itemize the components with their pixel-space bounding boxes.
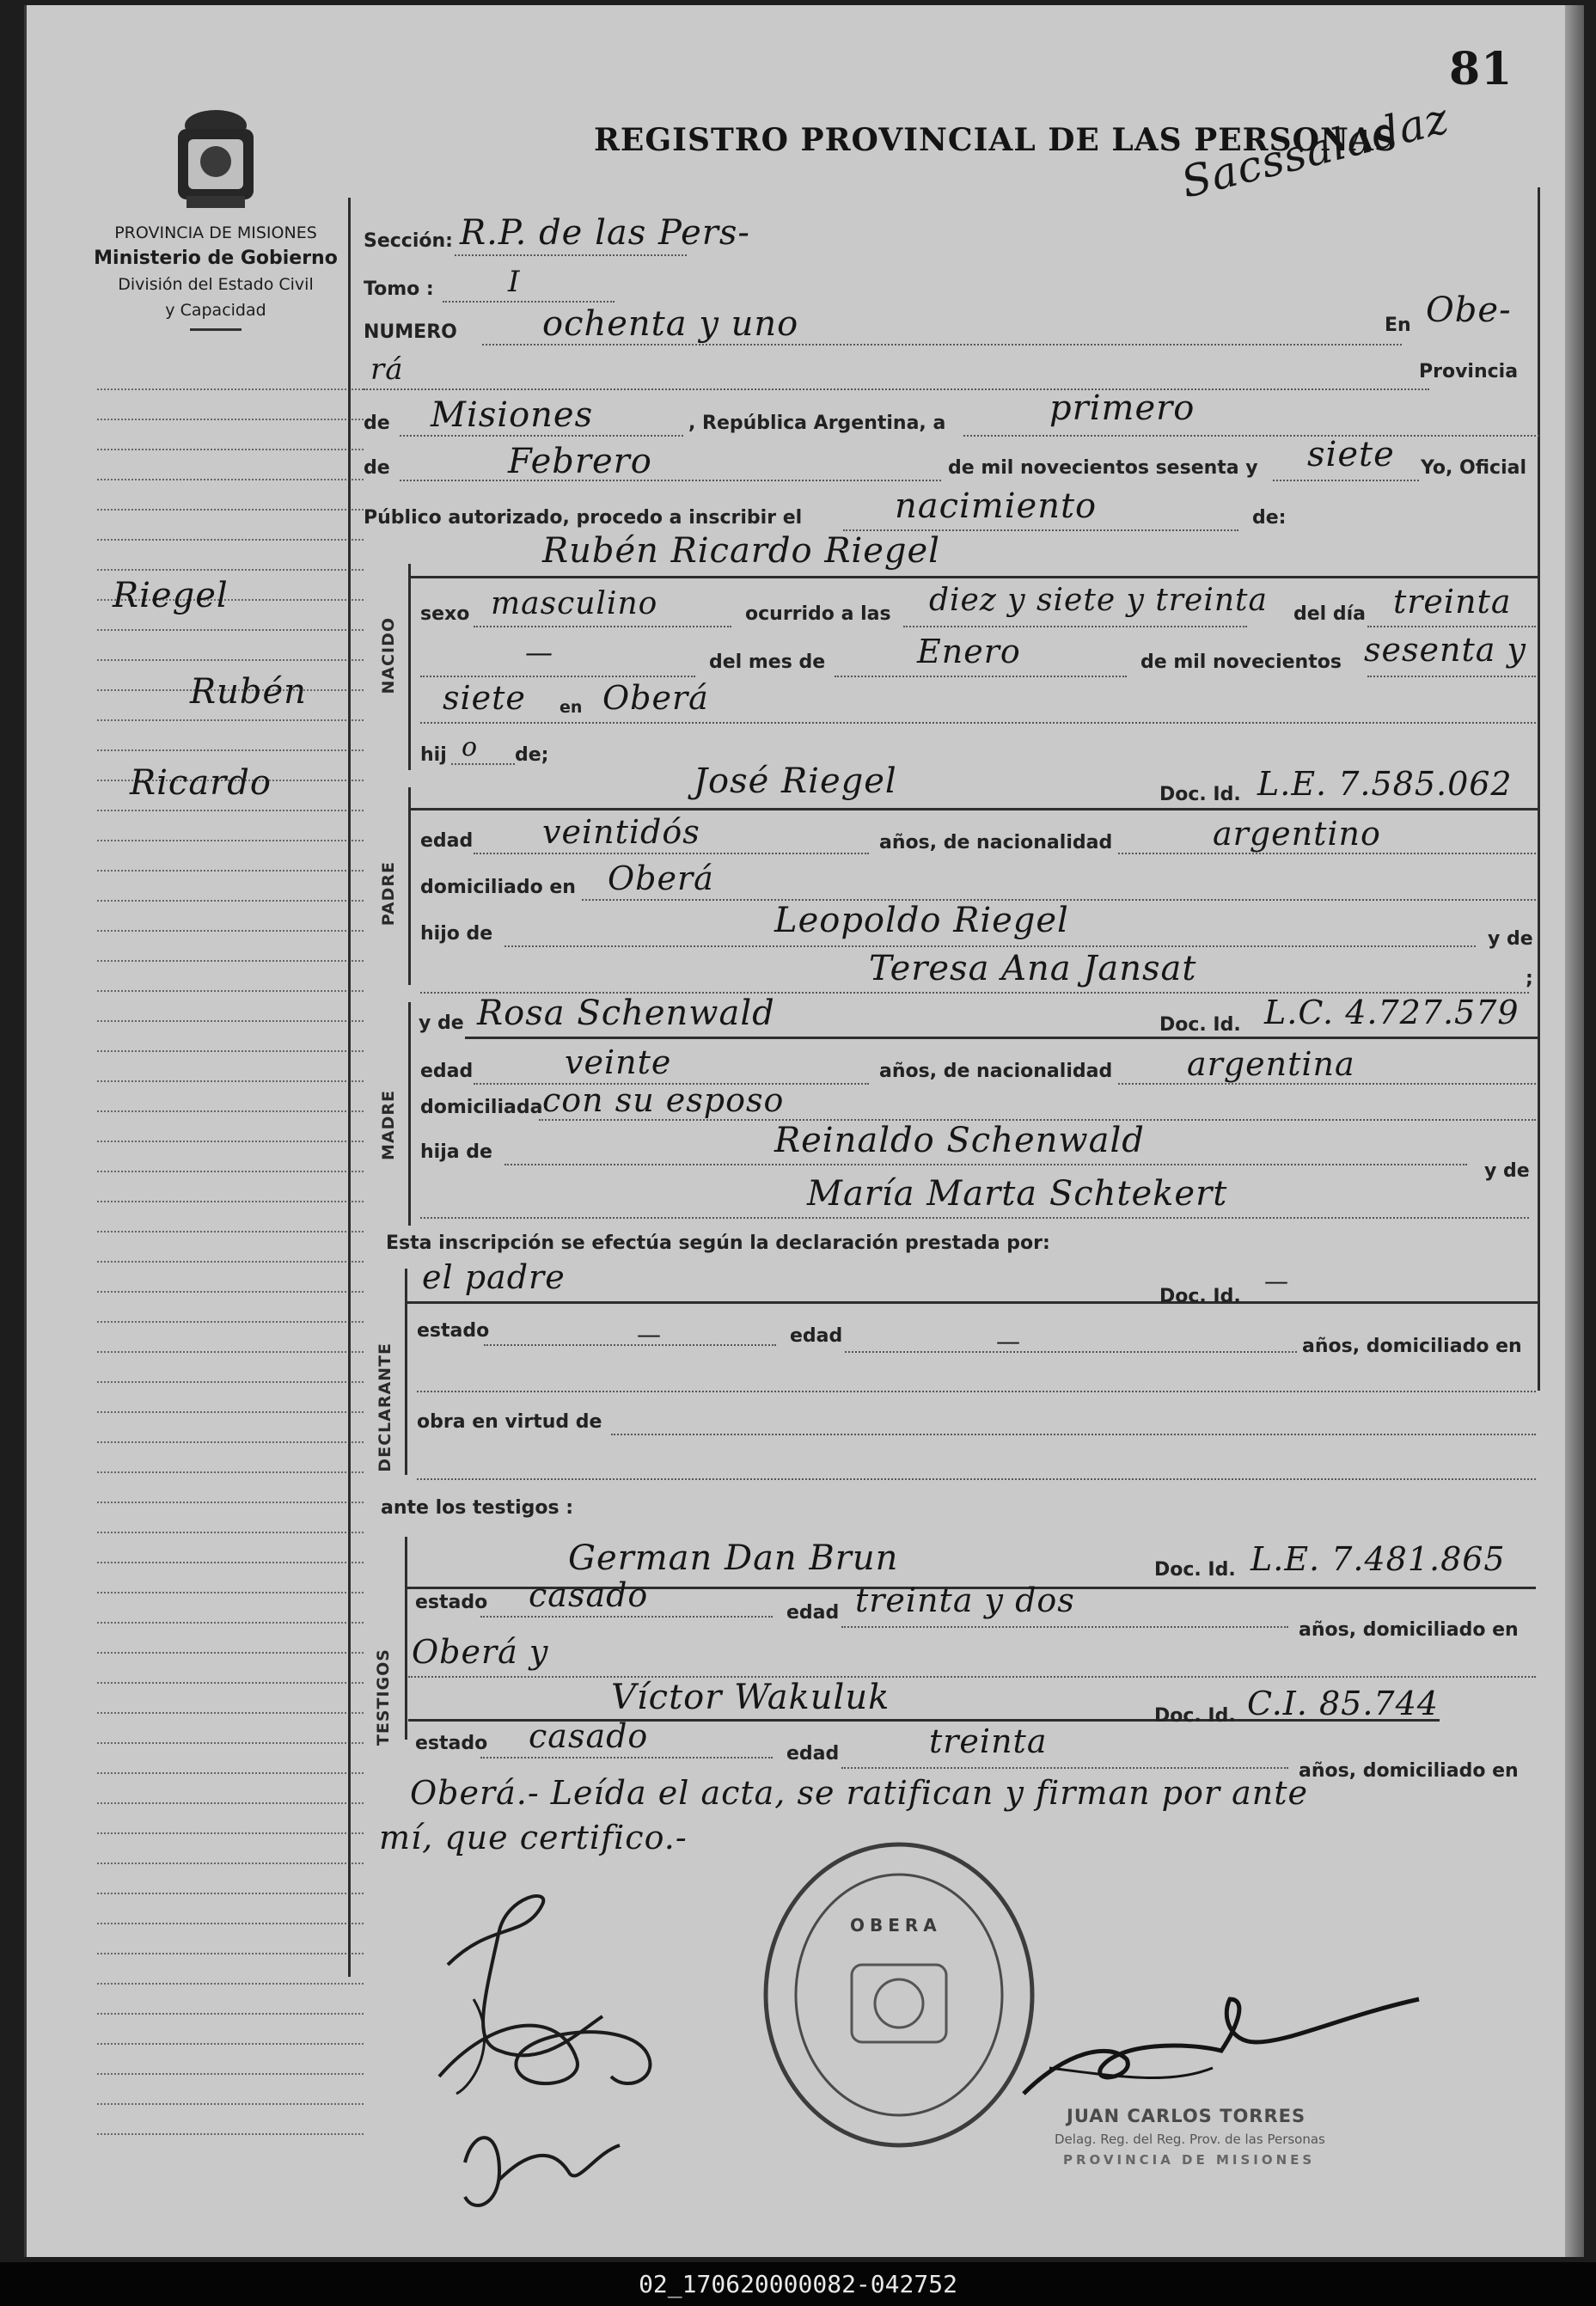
label-de-colon: de: (1252, 507, 1287, 529)
madre-nombre: Rosa Schenwald (477, 994, 775, 1033)
padre-anos-label: años, de nacionalidad (879, 832, 1113, 853)
value-anio: siete (1307, 435, 1395, 474)
label-republica: , República Argentina, a (688, 413, 946, 434)
padre-semicolon: ; (1526, 968, 1533, 989)
value-acto: nacimiento (895, 486, 1098, 526)
main-vertical-rule (348, 198, 351, 1977)
declarante-doc-label: Doc. Id. (1159, 1286, 1241, 1307)
officer-signature (1015, 1965, 1462, 2119)
testigo1-doc-label: Doc. Id. (1154, 1559, 1236, 1581)
right-vertical-rule (1538, 187, 1540, 1391)
padre-hijo-de-2: Teresa Ana Jansat (869, 949, 1197, 988)
madre-anos-label: años, de nacionalidad (879, 1061, 1113, 1082)
witness-signatures (422, 1870, 749, 2240)
madre-doc-label: Doc. Id. (1159, 1014, 1241, 1036)
section-testigos: TESTIGOS (374, 1648, 393, 1746)
value-dash: — (525, 636, 553, 669)
label-de-mil-nov: de mil novecientos (1140, 651, 1342, 673)
testigo2-edad-label: edad (786, 1743, 840, 1765)
value-tomo: I (508, 265, 521, 299)
label-seccion: Sección: (364, 230, 453, 252)
madre-hija-de-2: María Marta Schtekert (807, 1174, 1228, 1214)
testigo2-doc-label: Doc. Id. (1154, 1705, 1236, 1727)
padre-doc: L.E. 7.585.062 (1257, 765, 1513, 803)
madre-hija-de-1: Reinaldo Schenwald (774, 1121, 1145, 1160)
testigo1-estado-label: estado (415, 1592, 488, 1613)
value-city-cont: rá (370, 352, 404, 387)
label-de-semi: de; (515, 744, 549, 766)
declarante-doc: — (1264, 1267, 1289, 1295)
padre-nombre: José Riegel (694, 762, 897, 801)
label-de-mil: de mil novecientos sesenta y (948, 457, 1258, 479)
nacido-bracket (408, 564, 411, 770)
madre-domicilio-label: domiciliada (420, 1097, 543, 1118)
madre-y-de-label: y de (419, 1012, 464, 1034)
label-en-small: en (560, 698, 583, 717)
testigo2-anos-label: años, domiciliado en (1299, 1760, 1519, 1782)
padre-y-de-label: y de (1488, 928, 1533, 950)
label-tomo: Tomo : (364, 278, 434, 300)
padre-domicilio: Oberá (608, 859, 714, 897)
closing-line-1: Oberá.- Leída el acta, se ratifican y firman por ante (410, 1774, 1308, 1812)
padre-nacionalidad: argentino (1213, 815, 1381, 853)
value-dia: primero (1049, 388, 1195, 428)
officer-title: Delag. Reg. del Reg. Prov. de las Personas (1055, 2132, 1325, 2147)
declarante-edad: — (996, 1327, 1021, 1355)
value-city: Obe- (1426, 291, 1512, 330)
logo-ministry: Ministerio de Gobierno (94, 248, 338, 269)
label-en: En (1385, 315, 1411, 336)
label-del-dia: del día (1293, 603, 1367, 625)
section-declarante: DECLARANTE (376, 1343, 394, 1472)
madre-hija-de-label: hija de (420, 1141, 492, 1163)
value-sexo: masculino (491, 586, 658, 621)
official-seal-stamp (757, 1836, 1041, 2154)
declarante-nombre: el padre (422, 1258, 566, 1296)
testigo1-nombre: German Dan Brun (568, 1538, 899, 1578)
coat-of-arms-logo (164, 105, 267, 215)
value-siete: siete (443, 679, 526, 717)
logo-province: PROVINCIA DE MISIONES (114, 223, 317, 242)
document-title: REGISTRO PROVINCIAL DE LAS PERSONAS (594, 122, 1397, 158)
declarante-estado-label: estado (417, 1320, 490, 1342)
madre-domicilio: con su esposo (542, 1081, 785, 1119)
padre-doc-label: Doc. Id. (1159, 784, 1241, 805)
ministry-block (61, 220, 370, 331)
testigo1-domicilio: Oberá y (412, 1633, 549, 1671)
testigo2-nombre: Víctor Wakuluk (611, 1678, 890, 1717)
logo-capacity: y Capacidad (165, 301, 266, 320)
madre-y-de-label-2: y de (1484, 1160, 1530, 1182)
testigos-bracket (405, 1537, 407, 1740)
padre-edad-label: edad (420, 830, 474, 852)
padre-hijo-de-1: Leopoldo Riegel (774, 901, 1069, 940)
label-numero: NUMERO (364, 321, 457, 343)
document-page (24, 5, 1574, 2257)
margin-first-name: Rubén (190, 672, 307, 712)
logo-division: División del Estado Civil (118, 275, 314, 294)
testigo1-edad: treinta y dos (855, 1581, 1075, 1619)
section-padre: PADRE (379, 861, 398, 927)
page-edge (1565, 5, 1584, 2257)
label-de-1: de (364, 413, 390, 434)
value-hora: diez y siete y treinta (929, 583, 1268, 618)
label-del-mes: del mes de (709, 651, 826, 673)
declarante-obra-label: obra en virtud de (417, 1411, 602, 1433)
testigo2-doc: C.I. 85.744 (1247, 1685, 1439, 1722)
officer-province: PROVINCIA DE MISIONES (1063, 2152, 1316, 2168)
testigo1-edad-label: edad (786, 1602, 840, 1624)
testigo2-edad: treinta (929, 1722, 1048, 1760)
madre-bracket (408, 1002, 411, 1226)
madre-doc: L.C. 4.727.579 (1264, 994, 1520, 1031)
declarante-estado: — (637, 1320, 662, 1349)
value-mes-nac: Enero (917, 633, 1021, 670)
madre-nacionalidad: argentina (1187, 1045, 1355, 1083)
officer-name: JUAN CARLOS TORRES (1067, 2106, 1306, 2126)
declarante-anos-label: años, domiciliado en (1302, 1336, 1522, 1357)
padre-domicilio-label: domiciliado en (420, 877, 576, 898)
label-ocurrido: ocurrido a las (745, 603, 891, 625)
label-yo-oficial: Yo, Oficial (1421, 457, 1527, 479)
label-provincia: Provincia (1419, 361, 1519, 382)
label-sexo: sexo (420, 603, 470, 625)
section-nacido: NACIDO (379, 617, 398, 694)
image-id-footer: 02_170620000082-042752 (0, 2262, 1596, 2306)
seal-center-text: OBERA (850, 1915, 942, 1936)
value-mes: Febrero (508, 442, 652, 481)
value-provincia: Misiones (431, 395, 594, 435)
value-seccion: R.P. de las Pers- (460, 213, 750, 253)
value-anio-nac: sesenta y (1364, 631, 1526, 669)
value-dia-nac: treinta (1393, 583, 1512, 621)
margin-second-name: Ricardo (130, 763, 272, 803)
label-hij: hij (420, 744, 447, 766)
testigo1-estado: casado (529, 1576, 649, 1614)
madre-edad-label: edad (420, 1061, 474, 1082)
section-madre: MADRE (379, 1090, 398, 1160)
madre-edad: veinte (565, 1043, 672, 1081)
margin-surname: Riegel (113, 576, 229, 615)
closing-line-2: mí, que certifico.- (379, 1819, 688, 1856)
padre-edad: veintidós (542, 813, 700, 851)
value-hij-suffix: o (462, 732, 479, 762)
top-signature: Sacssaladaz (1176, 93, 1454, 208)
padre-hijo-de-label: hijo de (420, 923, 493, 945)
testigo2-estado: casado (529, 1717, 649, 1755)
page-number: 81 (1449, 43, 1513, 95)
value-nombre: Rubén Ricardo Riegel (542, 531, 940, 571)
label-inscripcion: Esta inscripción se efectúa según la declaración prestada por: (386, 1233, 1050, 1254)
value-lugar: Oberá (602, 679, 709, 717)
declarante-bracket (405, 1269, 407, 1475)
padre-bracket (408, 787, 411, 985)
testigo2-estado-label: estado (415, 1733, 488, 1754)
declarante-edad-label: edad (790, 1325, 843, 1347)
value-numero: ochenta y uno (542, 304, 799, 344)
label-ante: ante los testigos : (381, 1497, 574, 1519)
label-de-2: de (364, 457, 390, 479)
testigo1-anos-label: años, domiciliado en (1299, 1619, 1519, 1641)
label-publico: Público autorizado, procedo a inscribir el (364, 507, 803, 529)
testigo1-doc: L.E. 7.481.865 (1251, 1540, 1506, 1578)
